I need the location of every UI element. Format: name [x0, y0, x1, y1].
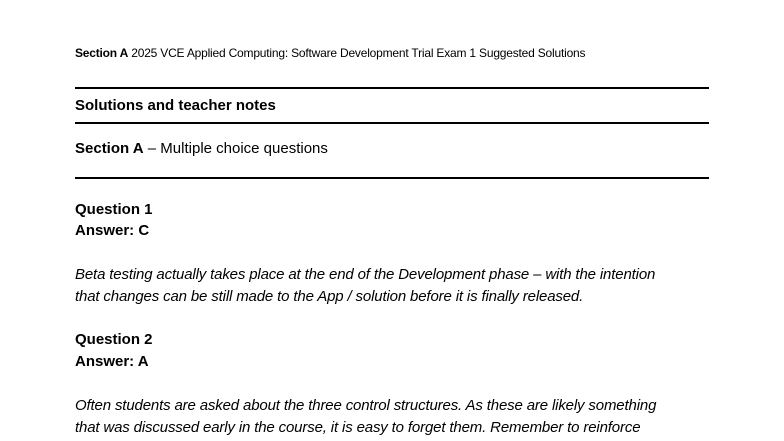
divider-section [75, 177, 709, 179]
question-1-title: Question 1 [75, 201, 153, 218]
section-title [75, 140, 328, 157]
question-2-title: Question 2 [75, 331, 153, 348]
header-section-label: Section A [75, 46, 129, 60]
question-2-note-line-1: Often students are asked about the three control structures. As these are likely something [75, 397, 657, 414]
divider-heading [75, 122, 709, 124]
section-label: Section A [75, 140, 144, 157]
solutions-heading: Solutions and teacher notes [75, 97, 276, 114]
question-1-note-line-2: that changes can be still made to the App / solution before it is finally released. [75, 288, 584, 305]
question-1-note-line-1: Beta testing actually takes place at the end of the Development phase – with the intention [75, 266, 656, 283]
divider-top [75, 87, 709, 89]
question-1-answer: Answer: C [75, 222, 150, 239]
question-2-note-line-2: that was discussed early in the course, it is easy to forget them. Remember to reinforce [75, 419, 641, 436]
page-header [75, 46, 585, 60]
header-title: 2025 VCE Applied Computing: Software Development Trial Exam 1 Suggested Solutions [131, 46, 586, 60]
section-description: – Multiple choice questions [143, 140, 328, 157]
question-2-answer: Answer: A [75, 353, 149, 370]
